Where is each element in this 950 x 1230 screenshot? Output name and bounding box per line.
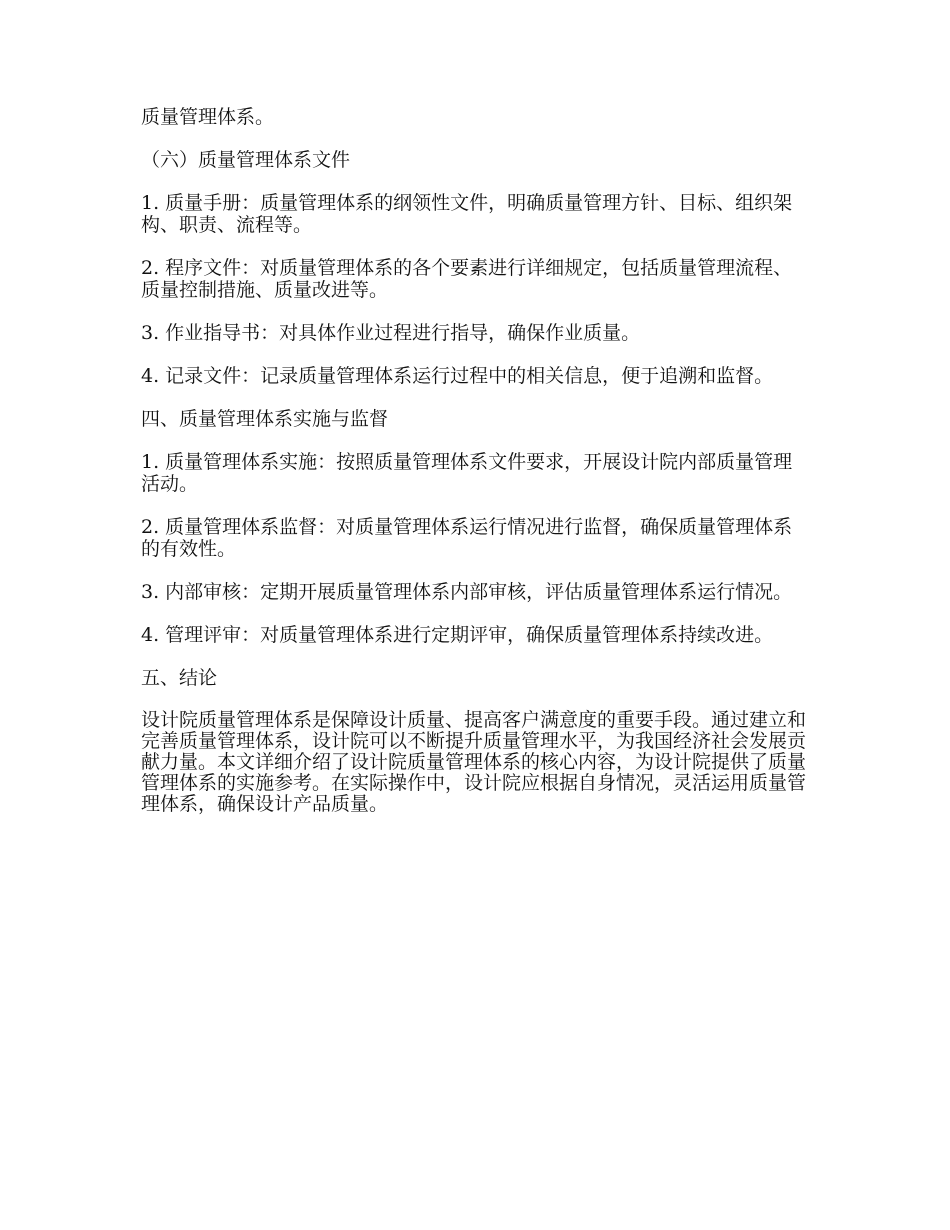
list-item-supervision: 2. 质量管理体系监督：对质量管理体系运行情况进行监督，确保质量管理体系的有效性。: [141, 516, 793, 560]
list-item-quality-manual: 1. 质量手册：质量管理体系的纲领性文件，明确质量管理方针、目标、组织架构、职责、流程等。: [141, 192, 793, 236]
list-item-internal-audit: 3. 内部审核：定期开展质量管理体系内部审核，评估质量管理体系运行情况。: [141, 581, 793, 603]
list-item-implementation: 1. 质量管理体系实施：按照质量管理体系文件要求，开展设计院内部质量管理活动。: [141, 451, 793, 495]
section-heading-implementation: 四、质量管理体系实施与监督: [141, 408, 389, 430]
section-heading-quality-documents: （六）质量管理体系文件: [141, 149, 351, 171]
list-item-procedure-documents: 2. 程序文件：对质量管理体系的各个要素进行详细规定，包括质量管理流程、质量控制措施、质量改进等。: [141, 257, 793, 301]
document-page: [141, 106, 811, 836]
list-item-work-instructions: 3. 作业指导书：对具体作业过程进行指导，确保作业质量。: [141, 322, 641, 344]
list-item-management-review: 4. 管理评审：对质量管理体系进行定期评审，确保质量管理体系持续改进。: [141, 624, 774, 646]
conclusion-paragraph: 设计院质量管理体系是保障设计质量、提高客户满意度的重要手段。通过建立和完善质量管理体系，设计院可以不断提升质量管理水平，为我国经济社会发展贡献力量。本文详细介绍了设计院质量管理体系的核心内容，为设计院提供了质量管理体系的实施参考。在实际操作中，设计院应根据自身情况，灵活运用质量管理体系，确保设计产品质量。: [141, 709, 807, 815]
section-heading-conclusion: 五、结论: [141, 667, 218, 689]
list-item-record-documents: 4. 记录文件：记录质量管理体系运行过程中的相关信息，便于追溯和监督。: [141, 365, 774, 387]
paragraph-continuation: 质量管理体系。: [141, 106, 275, 128]
